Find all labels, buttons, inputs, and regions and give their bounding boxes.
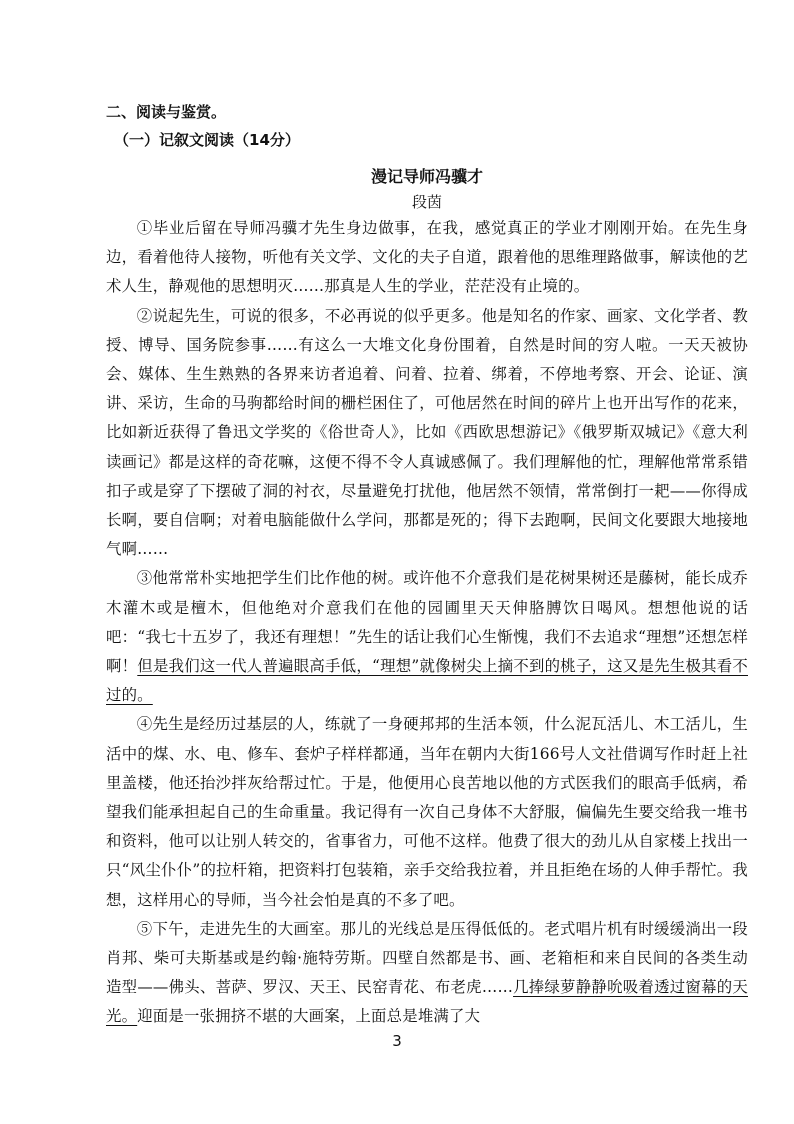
paragraph-5-underlined-sentence: 几捧绿萝静静吮吸着透过窗幕的天光。 <box>106 978 748 1026</box>
paragraph-3-underlined-sentence: 但是我们这一代人普遍眼高手低，“理想”就像树尖上摘不到的桃子，这又是先生极其看不过的。 <box>106 657 748 705</box>
paragraph-1: ①毕业后留在导师冯骥才先生身边做事，在我，感觉真正的学业才刚刚开始。在先生身边，看着他待人接物，听他有关文学、文化的夫子自道，跟着他的思维理路做事，解读他的艺术人生，静观他的思想明灭……那真是人生的学业，茫茫没有止境的。 <box>106 219 748 296</box>
page-number: 3 <box>392 1032 402 1050</box>
paragraph-3 <box>106 564 748 710</box>
paragraph-3-text: ③他常常朴实地把学生们比作他的树。或许他不介意我们是花树果树还是藤树，能长成乔木灌木或是檀木，但他绝对介意我们在他的园圃里天天伸胳膊饮日喝风。想想他说的话吧：“我七十五岁了，我还有理想！”先生的话让我们心生惭愧，我们不去追求“理想”还想怎样啊！ <box>106 569 748 676</box>
paragraph-5-text-end: 迎面是一张拥挤不堪的大画案，上面总是堆满了大 <box>137 1007 481 1026</box>
paragraph-2: ②说起先生，可说的很多，不必再说的似乎更多。他是知名的作家、画家、文化学者、教授、博导、国务院参事……有这么一大堆文化身份围着，自然是时间的穷人啦。一天天被协会、媒体、生生熟熟的各界来访者追着、问着、拉着、绑着，不停地考察、开会、论证、演讲、采访，生命的马驹都给时间的栅栏困住了，可他居然在时间的碎片上也开出写作的花来，比如新近获得了鲁迅文学奖的《俗世奇人》，比如《西欧思想游记》《俄罗斯双城记》《意大利读画记》都是这样的奇花嘛，这便不得不令人真诚感佩了。我们理解他的忙，理解他常常系错扣子或是穿了下摆破了洞的衬衣，尽量避免打扰他，他居然不领情，常常倒打一耙——你得成长啊，要自信啊；对着电脑能做什么学问，那都是死的；得下去跑啊，民间文化要跟大地接地气啊…… <box>106 306 748 559</box>
paragraph-4: ④先生是经历过基层的人，练就了一身硬邦邦的生活本领，什么泥瓦活儿、木工活儿，生活中的煤、水、电、修车、套炉子样样都通，当年在朝内大街166号人文社借调写作时赶上社里盖楼，他还抬沙拌灰给帮过忙。于是，他便用心良苦地以他的方式医我们的眼高手低病，希望我们能承担起自己的生命重量。我记得有一次自己身体不大舒服，偏偏先生要交给我一堆书和资料，他可以让别人转交的，省事省力，可他不这样。他费了很大的劲儿从自家楼上找出一只“风尘仆仆”的拉杆箱，把资料打包装箱，亲手交给我拉着，并且拒绝在场的人伸手帮忙。我想，这样用心的导师，当今社会怕是真的不多了吧。 <box>106 715 748 909</box>
paragraph-5 <box>106 915 748 1032</box>
subsection-heading: （一）记叙文阅读（14分） <box>114 131 300 149</box>
article-author: 段茵 <box>411 193 442 211</box>
paragraph-5-text: ⑤下午，走进先生的大画室。那儿的光线总是压得低低的。老式唱片机有时缓缓淌出一段肖邦、柴可夫斯基或是约翰·施特劳斯。四壁自然都是书、画、老箱柜和来自民间的各类生动造型——佛头、菩萨、罗汉、天王、民窑青花、布老虎…… <box>106 919 748 997</box>
section-heading: 二、阅读与鉴赏。 <box>106 103 227 121</box>
article-title: 漫记导师冯骥才 <box>370 167 483 186</box>
